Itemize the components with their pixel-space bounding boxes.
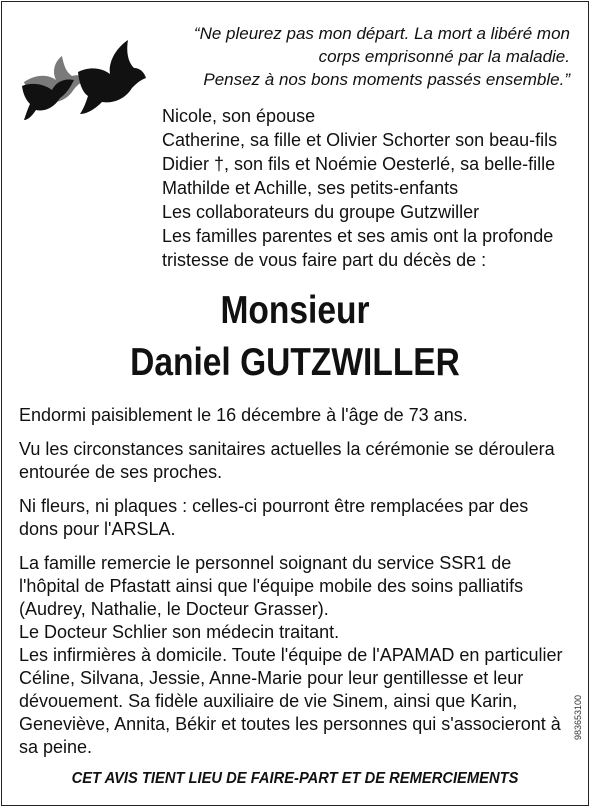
quote-line: Pensez à nos bons moments passés ensemble.” [203,70,570,89]
family-line: Nicole, son épouse [162,106,316,126]
body-paragraph: Endormi paisiblement le 16 décembre à l'âge de 73 ans. [19,405,468,425]
body-paragraph: La famille remercie le personnel soignant du service SSR1 de l'hôpital de Pfastatt ainsi que l'équipe mobile des soins palliatifs (Audrey, Nathalie, le Docteur Grasser). [19,553,524,619]
family-line: Catherine, sa fille et Olivier Schorter son beau-fils [162,130,558,150]
body-paragraph: Le Docteur Schlier son médecin traitant. [19,622,340,642]
notice-body [19,404,571,770]
doves-icon [22,38,148,120]
deceased-title: Monsieur [220,289,370,332]
quote-line: corps emprisonné par la maladie. [318,47,570,66]
deceased-name: Daniel GUTZWILLER [130,341,460,384]
family-line: Didier †, son fils et Noémie Oesterlé, sa belle-fille [162,154,556,174]
family-line: Mathilde et Achille, ses petits-enfants [162,178,459,198]
family-line: Les familles parentes et ses amis ont la profonde [162,226,554,246]
family-list [162,104,572,272]
footer-notice: CET AVIS TIENT LIEU DE FAIRE-PART ET DE REMERCIEMENTS [71,770,519,787]
body-paragraph: Vu les circonstances sanitaires actuelles la cérémonie se déroulera entourée de ses proches. [19,439,555,482]
quote-line: “Ne pleurez pas mon départ. La mort a libéré mon [193,24,570,43]
family-line: Les collaborateurs du groupe Gutzwiller [162,202,480,222]
body-paragraph: Ni fleurs, ni plaques : celles-ci pourront être remplacées par des dons pour l'ARSLA. [19,496,529,539]
family-line: tristesse de vous faire part du décès de : [162,250,487,270]
reference-number: 983653100 [573,694,583,740]
epitaph-quote [170,22,570,91]
body-paragraph: Les infirmières à domicile. Toute l'équipe de l'APAMAD en particulier Céline, Silvana, Jessie, Anne-Marie pour leur gentillesse et leur dévouement. Sa fidèle auxiliaire de vie Sinem, ainsi que Karin, Geneviève, Annita, Békir et toutes les personnes qui s'associeront à sa peine. [19,645,563,757]
